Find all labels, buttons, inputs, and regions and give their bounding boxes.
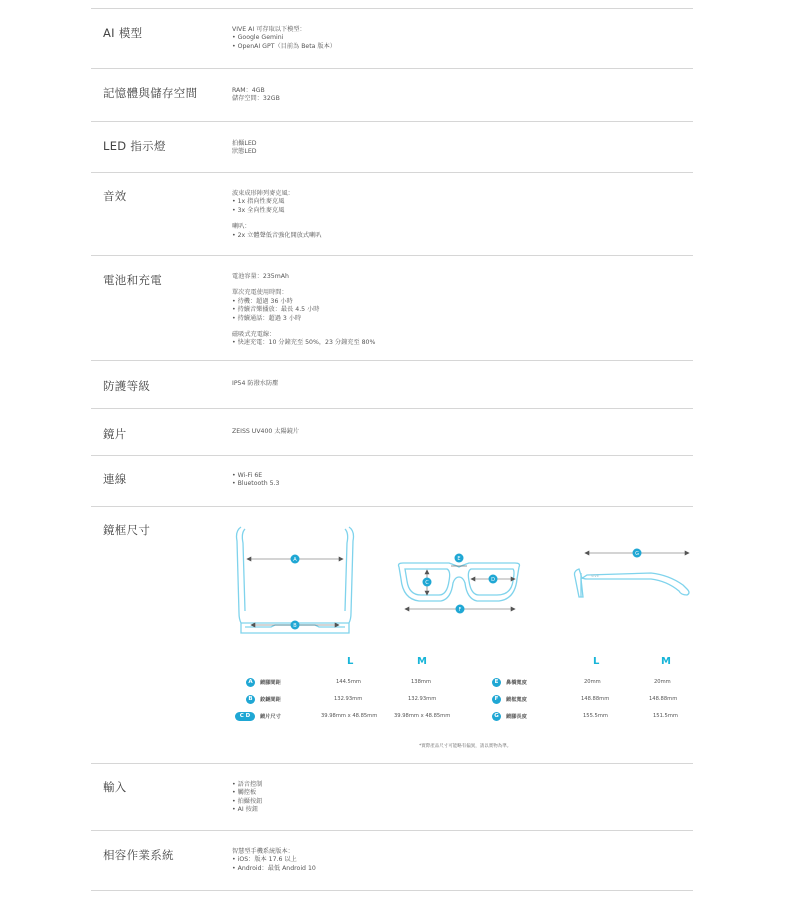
spec-line: RAM：4GB [232,87,265,94]
spec-line: • 持續通話：超過 3 小時 [232,314,302,322]
spec-label: 電池和充電 [103,273,162,287]
measure-value-m: 20mm [654,679,671,685]
measure-value-l: 144.5mm [336,679,361,685]
spec-line: • Bluetooth 5.3 [232,480,280,488]
spec-value [232,26,336,51]
temple-logo: VIVE [591,574,600,578]
spec-value [232,87,280,104]
spec-label: 鏡片 [103,427,127,441]
badge-e-icon: E [492,678,501,687]
measure-label: 鏡片尺寸 [260,714,281,720]
spec-row-protection [91,360,693,408]
spec-row-os [91,830,693,891]
badge-b-icon: B [246,695,255,704]
measure-value-m: 148.88mm [649,696,678,702]
spec-row-lens [91,408,693,455]
marker-f-text: F [458,607,462,613]
spec-line: • AI 按鈕 [232,806,259,814]
glasses-illustrations [231,515,691,645]
size-header-l: L [593,656,600,667]
measure-value-l: 155.5mm [583,713,608,719]
spec-label: 音效 [103,189,127,203]
measure-label: 鏡腳間距 [260,680,281,686]
measure-value-l: 148.88mm [581,696,610,702]
spec-label: 連線 [103,472,127,486]
spec-value [232,472,279,489]
spec-line: 喇叭： [232,223,251,231]
spec-label: 防護等級 [103,379,151,393]
marker-a-text: A [293,557,297,563]
measure-value-m: 138mm [411,679,432,685]
marker-b-text: B [293,623,297,629]
frame-size-diagram [231,515,691,763]
spec-row-memory [91,68,693,121]
marker-c-text: C [425,580,429,586]
spec-line: • iOS：版本 17.6 以上 [232,856,297,864]
spec-line: • 語音控制 [232,781,263,788]
spec-value [232,428,299,436]
spec-label: 相容作業系統 [103,848,174,862]
spec-line: • 持續音樂播放：最長 4.5 小時 [232,306,320,314]
spec-line: • 待機：超過 36 小時 [232,297,293,305]
spec-row-frame-size [91,506,693,763]
measure-value-m: 39.98mm x 48.85mm [394,713,451,719]
measure-value-l: 132.93mm [334,696,363,702]
size-header-m: M [661,656,671,667]
spec-row-audio [91,172,693,255]
marker-e-text: E [457,556,461,562]
measure-label: 鏡框寬度 [506,697,527,703]
measure-label: 鏡腳長度 [506,714,527,720]
spec-line: • 快速充電：10 分鐘充至 50%，23 分鐘充至 80% [232,339,376,347]
spec-table [91,8,693,891]
measure-label: 鼻橋寬度 [506,680,527,686]
measure-value-l: 20mm [584,679,601,685]
badge-g-icon: G [492,712,501,721]
badge-a-icon: A [246,678,255,687]
measure-value-m: 151.5mm [653,713,678,719]
spec-line: 智慧型手機系統版本： [232,848,294,855]
spec-value [232,380,278,388]
spec-line: • 觸控板 [232,789,257,797]
spec-row-battery [91,255,693,360]
glasses-front-view [399,563,520,601]
spec-line: • Android：最低 Android 10 [232,864,316,872]
spec-label: 記憶體與儲存空間 [103,86,198,100]
spec-line: VIVE AI 可存取以下模型： [232,26,306,33]
measure-value-m: 132.93mm [408,696,437,702]
spec-label: AI 模型 [103,26,143,40]
measure-value-l: 39.98mm x 48.85mm [321,713,378,719]
size-header-l: L [347,656,354,667]
spec-row-connectivity [91,455,693,506]
frame-size-footnote: *實際產品尺寸可能略有偏異，請以實物為準。 [419,744,512,749]
spec-line: ZEISS UV400 太陽鏡片 [232,428,300,435]
spec-row-input [91,763,693,830]
spec-value [232,140,257,157]
spec-line: 狀態LED [232,148,257,156]
glasses-top-view [237,527,354,633]
badge-cd-icon: C D [235,712,255,721]
spec-value [232,848,316,873]
spec-line: • 拍攝按鈕 [232,797,263,805]
spec-value [232,781,262,815]
spec-label: LED 指示燈 [103,139,166,153]
spec-line: 儲存空間：32GB [232,95,280,103]
spec-value [232,273,375,348]
spec-line: • OpenAI GPT（目前為 Beta 版本） [232,42,336,50]
spec-line: • 3x 全向性麥克風 [232,206,285,214]
spec-line: IP54 防潑水防塵 [232,380,279,387]
spec-line: • 1x 指向性麥克風 [232,198,285,206]
spec-line: • Wi-Fi 6E [232,472,263,479]
spec-line: 波束成形陣列麥克風： [232,190,294,197]
spec-label: 鏡框尺寸 [103,523,151,537]
spec-line: 拍攝LED [232,140,257,147]
size-header-m: M [417,656,427,667]
marker-g-text: G [635,551,639,557]
spec-row-led [91,121,693,172]
spec-line: • 2x 立體聲低音強化開放式喇叭 [232,231,322,239]
spec-value [232,190,321,240]
marker-d-text: D [491,577,495,583]
measure-label: 鉸鏈間距 [260,697,281,703]
spec-line: 單次充電使用時間： [232,289,288,297]
spec-row-ai-model [91,8,693,68]
badge-f-icon: F [492,695,501,704]
spec-label: 輸入 [103,780,127,794]
spec-line: 磁吸式充電線： [232,331,276,339]
spec-line: • Google Gemini [232,34,284,42]
spec-line: 電池容量：235mAh [232,273,289,280]
